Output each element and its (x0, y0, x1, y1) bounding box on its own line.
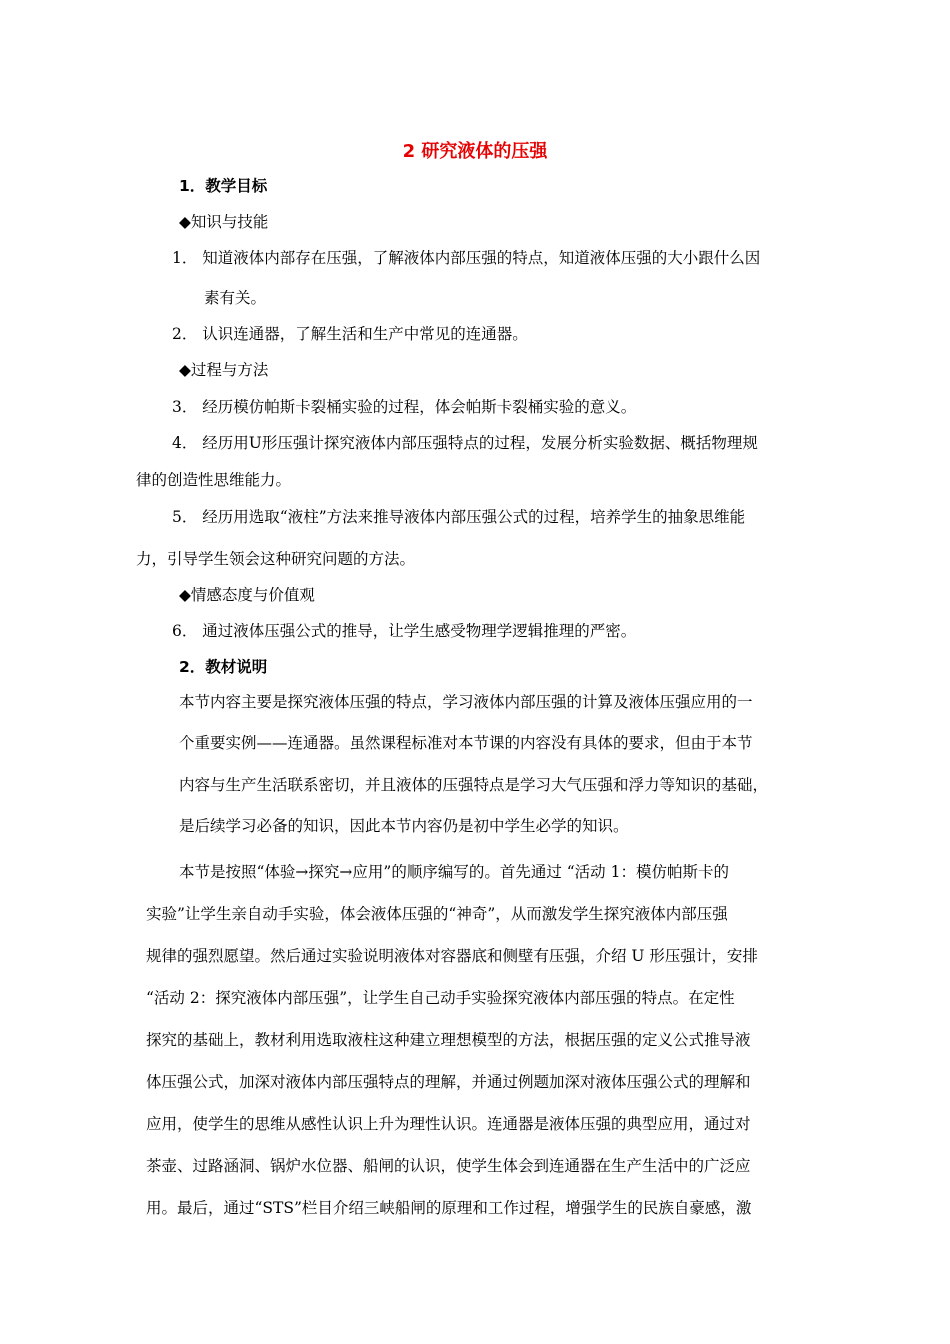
paragraph-1-line-4: 是后续学习必备的知识，因此本节内容仍是初中学生必学的知识。 (179, 817, 629, 835)
section-heading-teaching-goals: 1．教学目标 (179, 177, 268, 195)
paragraph-2-line-7: 应用，使学生的思维从感性认识上升为理性认识。连通器是液体压强的典型应用，通过对 (146, 1115, 751, 1133)
goal-item-4-line-1: 4． 经历用U形压强计探究液体内部压强特点的过程，发展分析实验数据、概括物理规 (172, 434, 758, 452)
goal-item-1-line-1: 1． 知道液体内部存在压强，了解液体内部压强的特点，知道液体压强的大小跟什么因 (172, 249, 761, 267)
goal-item-5-line-1: 5． 经历用选取“液柱”方法来推导液体内部压强公式的过程，培养学生的抽象思维能 (172, 508, 746, 526)
subheading-emotion-values: ◆情感态度与价值观 (179, 586, 315, 604)
paragraph-2-line-9: 用。最后，通过“STS”栏目介绍三峡船闸的原理和工作过程，增强学生的民族自豪感，激 (146, 1199, 752, 1217)
paragraph-2-line-4: “活动 2：探究液体内部压强”，让学生自己动手实验探究液体内部压强的特点。在定性 (146, 989, 735, 1007)
paragraph-1-line-2: 个重要实例——连通器。虽然课程标准对本节课的内容没有具体的要求，但由于本节 (179, 734, 753, 752)
subheading-process-methods: ◆过程与方法 (179, 361, 269, 379)
paragraph-2-line-6: 体压强公式，加深对液体内部压强特点的理解，并通过例题加深对液体压强公式的理解和 (146, 1073, 751, 1091)
document-title: 2 研究液体的压强 (402, 141, 548, 162)
goal-item-1-line-2: 素有关。 (204, 289, 267, 307)
paragraph-1-line-3: 内容与生产生活联系密切，并且液体的压强特点是学习大气压强和浮力等知识的基础， (179, 776, 769, 794)
paragraph-2-line-5: 探究的基础上，教材利用选取液柱这种建立理想模型的方法，根据压强的定义公式推导液 (146, 1031, 751, 1049)
paragraph-2-line-2: 实验”让学生亲自动手实验，体会液体压强的“神奇”，从而激发学生探究液体内部压强 (146, 905, 728, 923)
paragraph-1-line-1: 本节内容主要是探究液体压强的特点，学习液体内部压强的计算及液体压强应用的一 (179, 693, 753, 711)
goal-item-2: 2． 认识连通器，了解生活和生产中常见的连通器。 (172, 325, 528, 343)
paragraph-2-line-8: 茶壶、过路涵洞、锅炉水位器、船闸的认识，使学生体会到连通器在生产生活中的广泛应 (146, 1157, 751, 1175)
goal-item-6: 6． 通过液体压强公式的推导，让学生感受物理学逻辑推理的严密。 (172, 622, 637, 640)
goal-item-4-line-2: 律的创造性思维能力。 (136, 471, 292, 489)
paragraph-2-line-1: 本节是按照“体验→探究→应用”的顺序编写的。首先通过 “活动 1：模仿帕斯卡的 (179, 863, 729, 881)
goal-item-5-line-2: 力，引导学生领会这种研究问题的方法。 (136, 550, 416, 568)
paragraph-2-line-3: 规律的强烈愿望。然后通过实验说明液体对容器底和侧壁有压强，介绍 U 形压强计，安排 (146, 947, 758, 965)
subheading-knowledge-skills: ◆知识与技能 (179, 213, 269, 231)
goal-item-3: 3． 经历模仿帕斯卡裂桶实验的过程，体会帕斯卡裂桶实验的意义。 (172, 398, 637, 416)
section-heading-textbook-notes: 2．教材说明 (179, 658, 268, 676)
